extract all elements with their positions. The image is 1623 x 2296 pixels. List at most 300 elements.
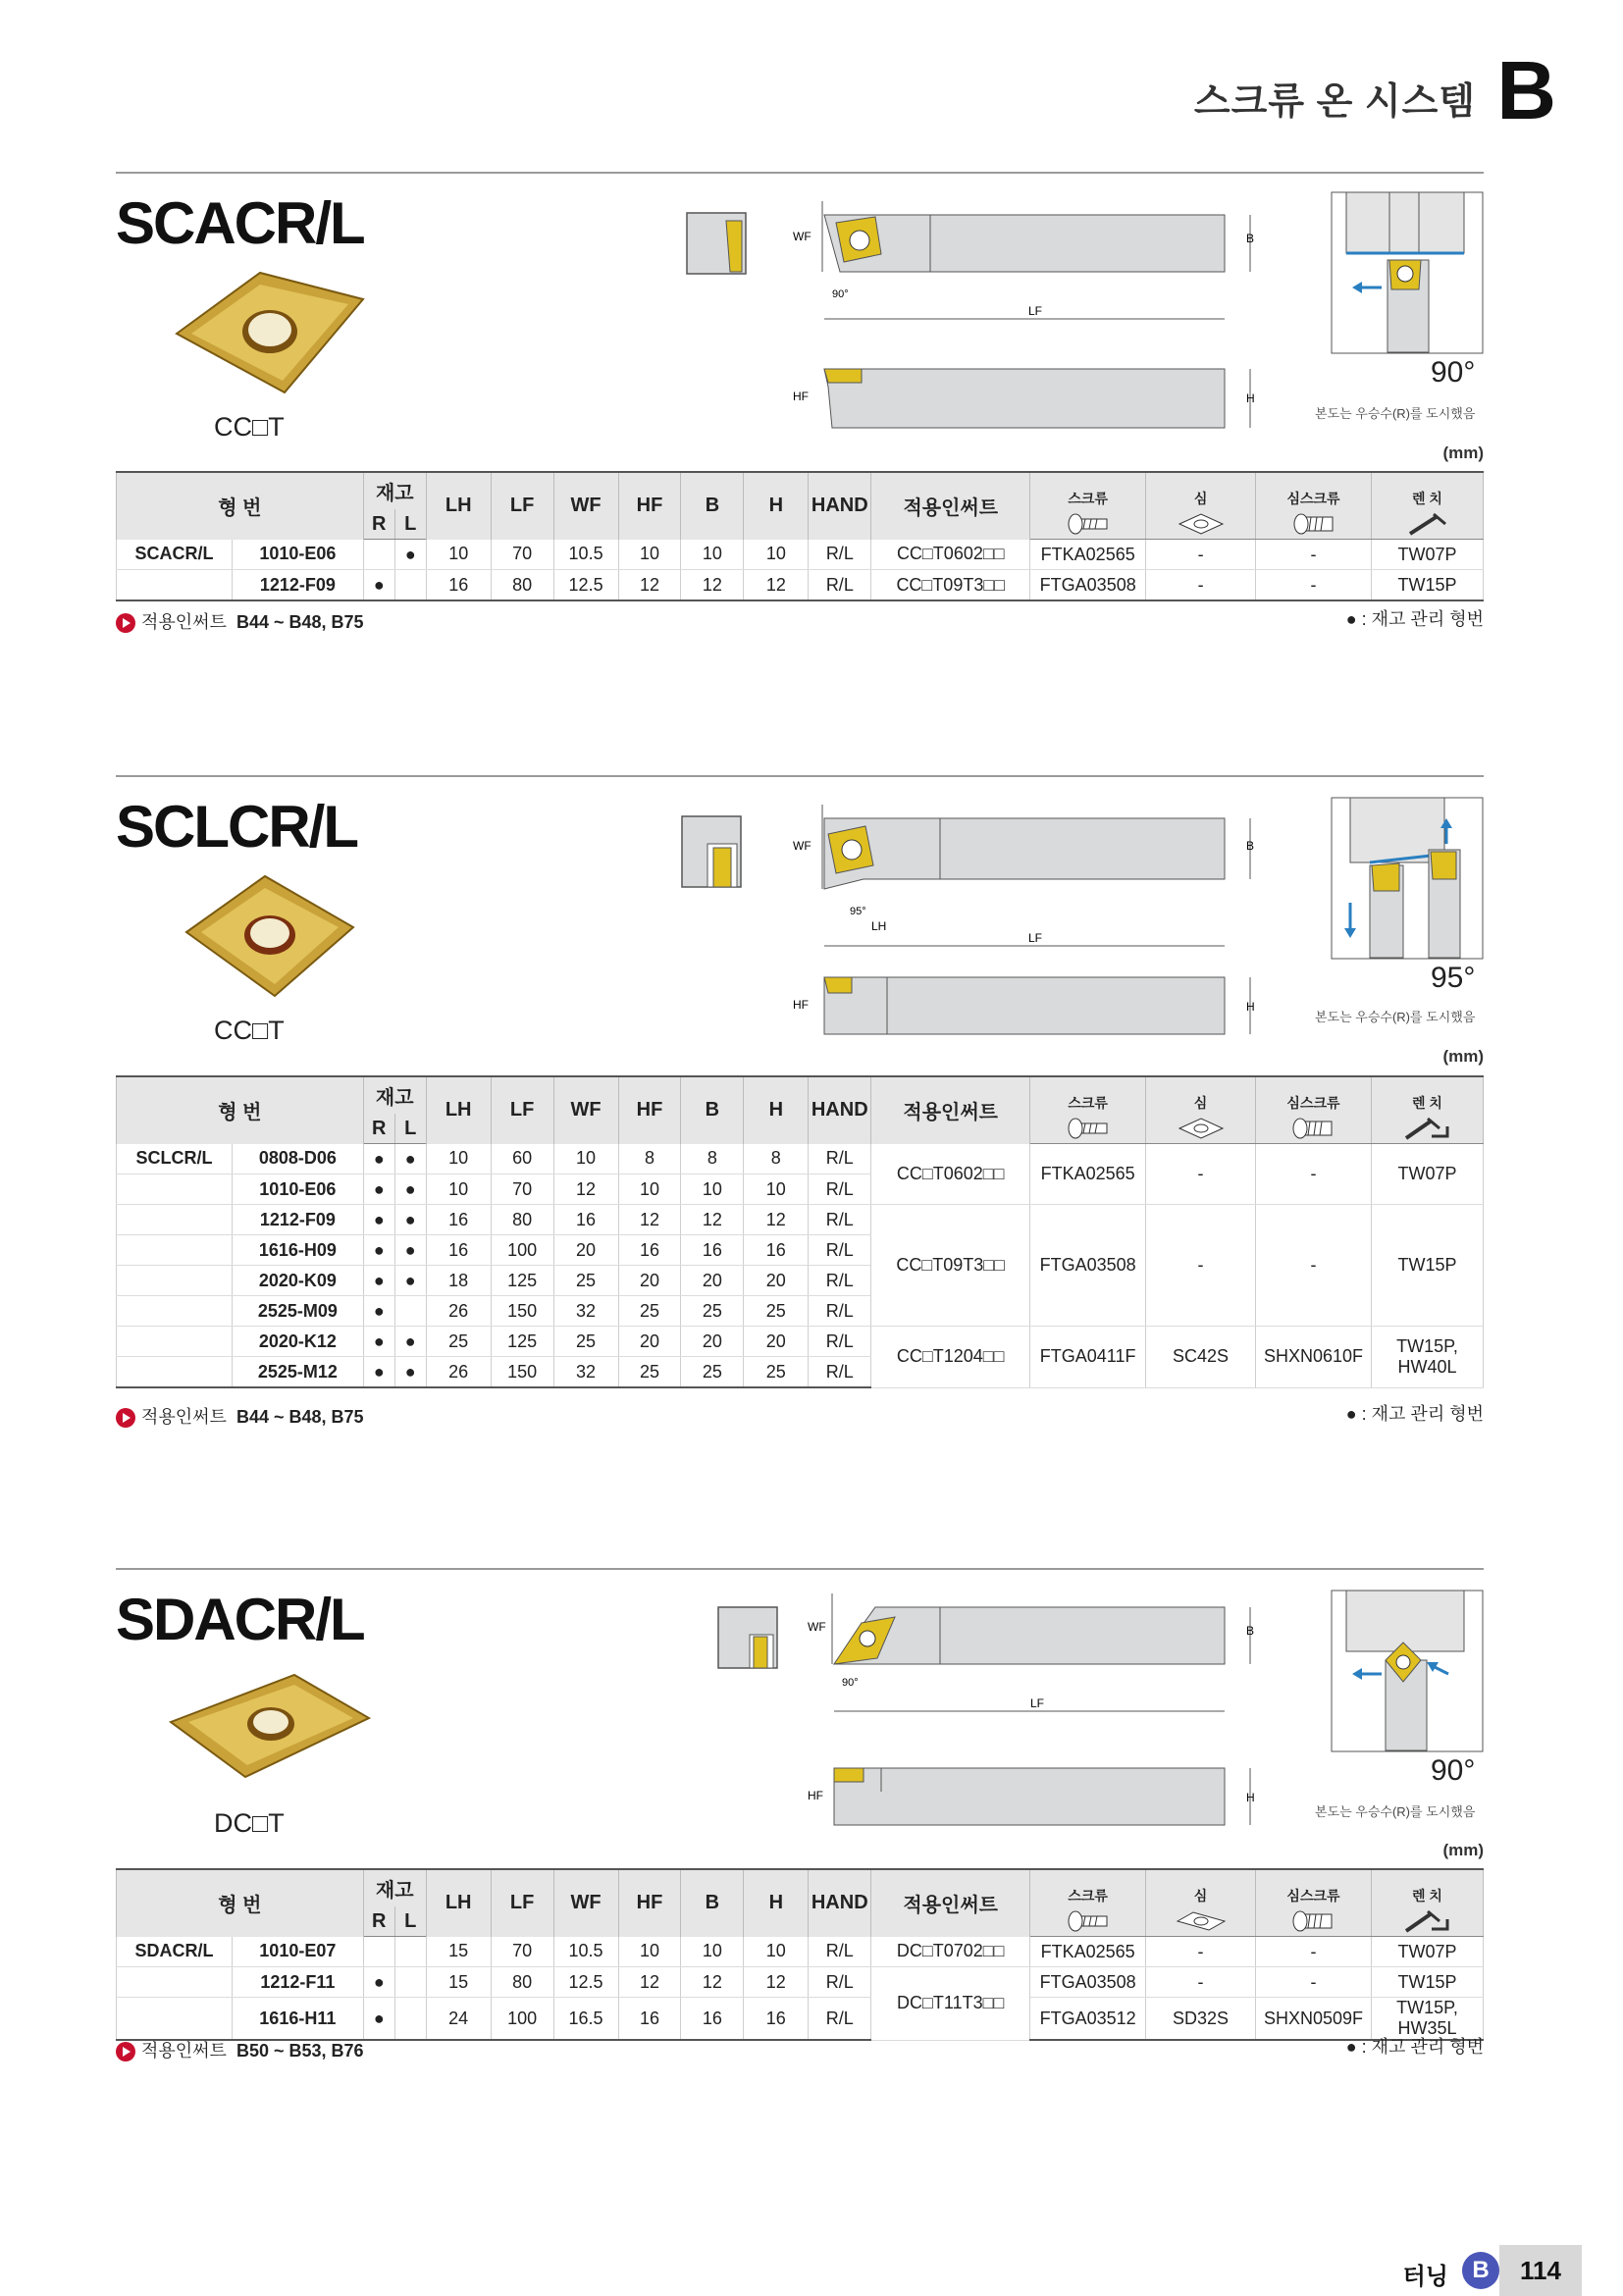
ref-pages: B44 ~ B48, B75 <box>236 1407 364 1427</box>
model-code: 2020-K09 <box>232 1266 363 1296</box>
val-lf: 60 <box>491 1144 553 1174</box>
stock-r: ● <box>363 1205 394 1235</box>
series-name <box>117 1998 233 2041</box>
shim-icon <box>1146 509 1256 540</box>
val-h: 12 <box>744 570 809 601</box>
dim-h: H <box>1246 391 1255 405</box>
series-name <box>117 570 233 601</box>
stock-l: ● <box>394 1174 426 1205</box>
val-screw: FTGA03512 <box>1030 1998 1146 2041</box>
val-hand: R/L <box>809 540 871 570</box>
table-row <box>117 1327 1484 1357</box>
dim-hf: HF <box>793 998 809 1012</box>
val-lf: 80 <box>491 1967 553 1998</box>
val-shim-screw: - <box>1256 1205 1372 1327</box>
th-shim-screw: 심스크류 <box>1256 1076 1372 1114</box>
top-view-drawing <box>803 1593 1372 1721</box>
val-shim: - <box>1146 1967 1256 1998</box>
val-shim: - <box>1146 540 1256 570</box>
angle-label: 90° <box>1431 356 1476 389</box>
val-lh: 10 <box>426 1144 491 1174</box>
val-hand: R/L <box>809 1327 871 1357</box>
val-lf: 70 <box>491 1937 553 1967</box>
val-b: 12 <box>681 1967 744 1998</box>
val-wf: 16 <box>553 1205 618 1235</box>
val-insert: CC□T09T3□□ <box>871 1205 1030 1327</box>
stock-l: ● <box>394 1327 426 1357</box>
stock-l: ● <box>394 1357 426 1388</box>
val-lf: 70 <box>491 540 553 570</box>
stock-l: ● <box>394 1144 426 1174</box>
val-b: 16 <box>681 1235 744 1266</box>
series-name <box>117 1327 233 1357</box>
val-hf: 12 <box>618 1205 681 1235</box>
stock-r <box>363 540 394 570</box>
val-b: 10 <box>681 1174 744 1205</box>
model-code: 1010-E06 <box>232 540 363 570</box>
dim-lf: LF <box>1030 1696 1045 1710</box>
val-hand: R/L <box>809 1205 871 1235</box>
val-wrench: TW07P <box>1371 1937 1483 1967</box>
unit-label: (mm) <box>1442 1047 1484 1066</box>
stock-legend: ● : 재고 관리 형번 <box>1345 609 1484 629</box>
val-wrench: TW15P <box>1371 570 1483 601</box>
arrow-circle-icon <box>116 1408 135 1428</box>
th-insert: 적용인써트 <box>871 472 1030 540</box>
application-drawing <box>1331 1590 1484 1752</box>
val-screw: FTGA03508 <box>1030 570 1146 601</box>
series-name: SCLCR/L <box>117 1144 233 1174</box>
insert-photo <box>167 265 373 402</box>
ref-pages: B44 ~ B48, B75 <box>236 612 364 632</box>
val-wf: 16.5 <box>553 1998 618 2041</box>
val-hand: R/L <box>809 570 871 601</box>
angle-label: 95° <box>1431 962 1476 994</box>
stock-r: ● <box>363 1327 394 1357</box>
shim-icon <box>1146 1906 1256 1937</box>
footer-section-badge: B <box>1462 2252 1499 2289</box>
th-h: H <box>744 1869 809 1937</box>
model-code: 2020-K12 <box>232 1327 363 1357</box>
val-lf: 150 <box>491 1357 553 1388</box>
val-wf: 10.5 <box>553 540 618 570</box>
th-wf: WF <box>553 1076 618 1144</box>
section-sclcr <box>116 775 1484 1442</box>
section-scacr <box>116 172 1484 643</box>
val-hf: 16 <box>618 1998 681 2041</box>
table-row <box>117 1967 1484 1998</box>
stock-l: ● <box>394 1235 426 1266</box>
val-wrench: TW15P, HW40L <box>1371 1327 1483 1388</box>
th-h: H <box>744 472 809 540</box>
section-divider <box>116 775 1484 777</box>
model-title: SCLCR/L <box>116 794 357 860</box>
val-b: 25 <box>681 1296 744 1327</box>
val-h: 8 <box>744 1144 809 1174</box>
val-b: 25 <box>681 1357 744 1388</box>
spec-table <box>116 1868 1484 2041</box>
val-lf: 80 <box>491 1205 553 1235</box>
val-b: 10 <box>681 540 744 570</box>
val-h: 20 <box>744 1327 809 1357</box>
side-view-drawing <box>680 814 759 893</box>
stock-l <box>394 1998 426 2041</box>
val-lh: 10 <box>426 1174 491 1205</box>
table-row <box>117 1998 1484 2041</box>
th-shim: 심 <box>1146 472 1256 509</box>
wrench-icon <box>1371 1114 1483 1144</box>
drawing-note: 본도는 우승수(R)를 도시했음 <box>1315 1804 1476 1819</box>
series-name <box>117 1967 233 1998</box>
th-l: L <box>394 1114 426 1144</box>
val-shim-screw: - <box>1256 540 1372 570</box>
val-lh: 15 <box>426 1937 491 1967</box>
model-code: 1616-H09 <box>232 1235 363 1266</box>
val-hf: 16 <box>618 1235 681 1266</box>
model-code: 2525-M12 <box>232 1357 363 1388</box>
section-divider <box>116 172 1484 174</box>
val-screw: FTKA02565 <box>1030 1937 1146 1967</box>
stock-r: ● <box>363 1998 394 2041</box>
insert-reference[interactable] <box>116 608 364 634</box>
val-wf: 25 <box>553 1266 618 1296</box>
th-hf: HF <box>618 1076 681 1144</box>
model-code: 1212-F09 <box>232 1205 363 1235</box>
val-wrench: TW15P <box>1371 1205 1483 1327</box>
val-h: 10 <box>744 1174 809 1205</box>
page-number: 114 <box>1499 2245 1582 2296</box>
dim-hf: HF <box>808 1789 823 1802</box>
series-name <box>117 1205 233 1235</box>
stock-r: ● <box>363 1967 394 1998</box>
dim-lf: LF <box>1028 304 1043 318</box>
val-lf: 100 <box>491 1998 553 2041</box>
section-divider <box>116 1568 1484 1570</box>
shim-screw-icon <box>1256 1906 1372 1937</box>
th-wf: WF <box>553 472 618 540</box>
screw-icon <box>1030 1114 1146 1144</box>
stock-legend: ● : 재고 관리 형번 <box>1345 2037 1484 2057</box>
val-hf: 20 <box>618 1266 681 1296</box>
th-hf: HF <box>618 1869 681 1937</box>
th-jaego: 재고 <box>363 472 426 509</box>
val-h: 16 <box>744 1235 809 1266</box>
val-h: 16 <box>744 1998 809 2041</box>
val-wf: 12 <box>553 1174 618 1205</box>
stock-r: ● <box>363 1174 394 1205</box>
shim-screw-icon <box>1256 1114 1372 1144</box>
front-view-drawing <box>793 363 1372 432</box>
th-b: B <box>681 1869 744 1937</box>
val-hf: 10 <box>618 1174 681 1205</box>
val-wrench: TW07P <box>1371 540 1483 570</box>
val-shim: - <box>1146 1144 1256 1205</box>
dim-b: B <box>1246 839 1255 853</box>
drawing-note: 본도는 우승수(R)를 도시했음 <box>1315 406 1476 421</box>
val-b: 16 <box>681 1998 744 2041</box>
val-shim-screw: - <box>1256 1144 1372 1205</box>
th-lf: LF <box>491 472 553 540</box>
val-wrench: TW15P, HW35L <box>1371 1998 1483 2041</box>
val-lf: 80 <box>491 570 553 601</box>
stock-r: ● <box>363 1357 394 1388</box>
val-screw: FTKA02565 <box>1030 1144 1146 1205</box>
series-name <box>117 1235 233 1266</box>
val-wf: 10 <box>553 1144 618 1174</box>
top-view-drawing <box>793 201 1372 329</box>
val-hand: R/L <box>809 1937 871 1967</box>
model-code: 1212-F11 <box>232 1967 363 1998</box>
angle-label: 90° <box>1431 1754 1476 1787</box>
val-shim-screw: - <box>1256 570 1372 601</box>
series-name <box>117 1357 233 1388</box>
val-hf: 12 <box>618 570 681 601</box>
series-name <box>117 1266 233 1296</box>
th-hf: HF <box>618 472 681 540</box>
val-lh: 25 <box>426 1327 491 1357</box>
val-hand: R/L <box>809 1174 871 1205</box>
th-hyeongbeon: 형 번 <box>117 1076 364 1144</box>
th-lh: LH <box>426 1869 491 1937</box>
stock-l: ● <box>394 1205 426 1235</box>
val-hand: R/L <box>809 1998 871 2041</box>
section-sdacr <box>116 1568 1484 2078</box>
stock-r: ● <box>363 1235 394 1266</box>
series-name <box>117 1174 233 1205</box>
th-wf: WF <box>553 1869 618 1937</box>
model-code: 1010-E07 <box>232 1937 363 1967</box>
th-shim: 심 <box>1146 1869 1256 1906</box>
stock-l <box>394 570 426 601</box>
val-lh: 26 <box>426 1357 491 1388</box>
val-insert: CC□T09T3□□ <box>871 570 1030 601</box>
th-screw: 스크류 <box>1030 1869 1146 1906</box>
val-h: 12 <box>744 1967 809 1998</box>
th-screw: 스크류 <box>1030 472 1146 509</box>
page-header-letter: B <box>1496 44 1556 136</box>
model-code: 1010-E06 <box>232 1174 363 1205</box>
val-hand: R/L <box>809 1235 871 1266</box>
th-l: L <box>394 509 426 540</box>
table-row <box>117 540 1484 570</box>
val-hf: 25 <box>618 1357 681 1388</box>
model-title: SDACR/L <box>116 1587 364 1652</box>
th-b: B <box>681 1076 744 1144</box>
top-view-drawing <box>793 805 1372 952</box>
val-hand: R/L <box>809 1357 871 1388</box>
ref-pages: B50 ~ B53, B76 <box>236 2041 364 2061</box>
val-wf: 12.5 <box>553 1967 618 1998</box>
screw-icon <box>1030 1906 1146 1937</box>
dim-b: B <box>1246 1624 1255 1638</box>
val-screw: FTKA02565 <box>1030 540 1146 570</box>
stock-r: ● <box>363 1296 394 1327</box>
stock-l: ● <box>394 1266 426 1296</box>
model-title: SCACR/L <box>116 190 364 256</box>
th-jaego: 재고 <box>363 1869 426 1906</box>
dim-h: H <box>1246 1791 1255 1804</box>
arrow-circle-icon <box>116 2042 135 2061</box>
ref-label: 적용인써트 <box>141 612 227 632</box>
dim-wf: WF <box>793 839 812 853</box>
th-hand: HAND <box>809 1076 871 1144</box>
insert-reference[interactable] <box>116 1403 364 1429</box>
th-r: R <box>363 509 394 540</box>
th-shim-screw: 심스크류 <box>1256 472 1372 509</box>
table-row <box>117 1205 1484 1235</box>
val-shim-screw: - <box>1256 1967 1372 1998</box>
val-b: 8 <box>681 1144 744 1174</box>
val-wf: 25 <box>553 1327 618 1357</box>
val-lh: 16 <box>426 1235 491 1266</box>
val-insert: CC□T0602□□ <box>871 540 1030 570</box>
insert-photo <box>167 868 373 1006</box>
val-shim: - <box>1146 1205 1256 1327</box>
th-screw: 스크류 <box>1030 1076 1146 1114</box>
th-hand: HAND <box>809 472 871 540</box>
front-view-drawing <box>793 971 1372 1040</box>
model-code: 0808-D06 <box>232 1144 363 1174</box>
series-name: SCACR/L <box>117 540 233 570</box>
val-lf: 150 <box>491 1296 553 1327</box>
th-r: R <box>363 1906 394 1937</box>
front-view-drawing <box>803 1762 1372 1831</box>
val-hand: R/L <box>809 1967 871 1998</box>
th-lh: LH <box>426 472 491 540</box>
val-insert: DC□T0702□□ <box>871 1937 1030 1967</box>
th-b: B <box>681 472 744 540</box>
th-insert: 적용인써트 <box>871 1076 1030 1144</box>
val-insert: DC□T11T3□□ <box>871 1967 1030 2041</box>
val-h: 12 <box>744 1205 809 1235</box>
val-wrench: TW15P <box>1371 1967 1483 1998</box>
val-hf: 10 <box>618 1937 681 1967</box>
stock-l <box>394 1296 426 1327</box>
val-lh: 15 <box>426 1967 491 1998</box>
th-l: L <box>394 1906 426 1937</box>
val-h: 25 <box>744 1296 809 1327</box>
val-shim-screw: SHXN0610F <box>1256 1327 1372 1388</box>
th-lh: LH <box>426 1076 491 1144</box>
spec-table <box>116 1075 1484 1388</box>
model-code: 1616-H11 <box>232 1998 363 2041</box>
val-hf: 10 <box>618 540 681 570</box>
th-hand: HAND <box>809 1869 871 1937</box>
val-lh: 10 <box>426 540 491 570</box>
dim-lf: LF <box>1028 931 1043 945</box>
series-name: SDACR/L <box>117 1937 233 1967</box>
val-h: 10 <box>744 1937 809 1967</box>
val-lh: 26 <box>426 1296 491 1327</box>
unit-label: (mm) <box>1442 444 1484 462</box>
series-name <box>117 1296 233 1327</box>
val-lf: 125 <box>491 1327 553 1357</box>
stock-r <box>363 1937 394 1967</box>
footer-category: 터닝 <box>1402 2264 1448 2290</box>
val-insert: CC□T0602□□ <box>871 1144 1030 1205</box>
insert-photo <box>167 1661 373 1799</box>
stock-l <box>394 1937 426 1967</box>
insert-reference[interactable] <box>116 2037 364 2062</box>
val-b: 20 <box>681 1266 744 1296</box>
dim-lh: LH <box>871 919 887 933</box>
th-lf: LF <box>491 1869 553 1937</box>
insert-type-label: CC□T <box>214 412 285 442</box>
val-insert: CC□T1204□□ <box>871 1327 1030 1388</box>
th-hyeongbeon: 형 번 <box>117 1869 364 1937</box>
val-shim-screw: SHXN0509F <box>1256 1998 1372 2041</box>
table-row <box>117 1937 1484 1967</box>
dim-h: H <box>1246 1000 1255 1014</box>
screw-icon <box>1030 509 1146 540</box>
application-drawing <box>1331 191 1484 354</box>
val-h: 10 <box>744 540 809 570</box>
th-hyeongbeon: 형 번 <box>117 472 364 540</box>
table-row <box>117 1144 1484 1174</box>
val-hand: R/L <box>809 1144 871 1174</box>
val-b: 12 <box>681 570 744 601</box>
val-shim: - <box>1146 1937 1256 1967</box>
val-wf: 32 <box>553 1296 618 1327</box>
th-jaego: 재고 <box>363 1076 426 1114</box>
dim-hf: HF <box>793 390 809 403</box>
th-insert: 적용인써트 <box>871 1869 1030 1937</box>
wrench-icon <box>1371 509 1483 540</box>
val-h: 20 <box>744 1266 809 1296</box>
application-drawing <box>1331 797 1484 960</box>
val-h: 25 <box>744 1357 809 1388</box>
val-screw: FTGA0411F <box>1030 1327 1146 1388</box>
insert-type-label: DC□T <box>214 1808 285 1838</box>
val-hf: 20 <box>618 1327 681 1357</box>
side-view-drawing <box>716 1605 785 1674</box>
unit-label: (mm) <box>1442 1841 1484 1859</box>
val-wf: 12.5 <box>553 570 618 601</box>
val-b: 20 <box>681 1327 744 1357</box>
val-wf: 20 <box>553 1235 618 1266</box>
th-r: R <box>363 1114 394 1144</box>
val-hand: R/L <box>809 1266 871 1296</box>
stock-r: ● <box>363 1266 394 1296</box>
dim-b: B <box>1246 232 1255 245</box>
ref-label: 적용인써트 <box>141 2041 227 2061</box>
shim-icon <box>1146 1114 1256 1144</box>
dim-wf: WF <box>793 230 812 243</box>
insert-type-label: CC□T <box>214 1016 285 1045</box>
spec-table <box>116 471 1484 601</box>
val-screw: FTGA03508 <box>1030 1967 1146 1998</box>
drawing-angle: 90° <box>842 1677 859 1689</box>
th-wrench: 렌 치 <box>1371 472 1483 509</box>
val-lh: 16 <box>426 1205 491 1235</box>
th-wrench: 렌 치 <box>1371 1076 1483 1114</box>
val-lf: 70 <box>491 1174 553 1205</box>
val-hf: 25 <box>618 1296 681 1327</box>
val-lh: 24 <box>426 1998 491 2041</box>
ref-label: 적용인써트 <box>141 1407 227 1427</box>
val-wf: 10.5 <box>553 1937 618 1967</box>
dim-wf: WF <box>808 1620 826 1634</box>
stock-l <box>394 1967 426 1998</box>
val-shim: SD32S <box>1146 1998 1256 2041</box>
model-code: 2525-M09 <box>232 1296 363 1327</box>
arrow-circle-icon <box>116 613 135 633</box>
val-wrench: TW07P <box>1371 1144 1483 1205</box>
val-b: 10 <box>681 1937 744 1967</box>
model-code: 1212-F09 <box>232 570 363 601</box>
page-header-title: 스크류 온 시스템 <box>1193 81 1476 123</box>
val-shim: SC42S <box>1146 1327 1256 1388</box>
